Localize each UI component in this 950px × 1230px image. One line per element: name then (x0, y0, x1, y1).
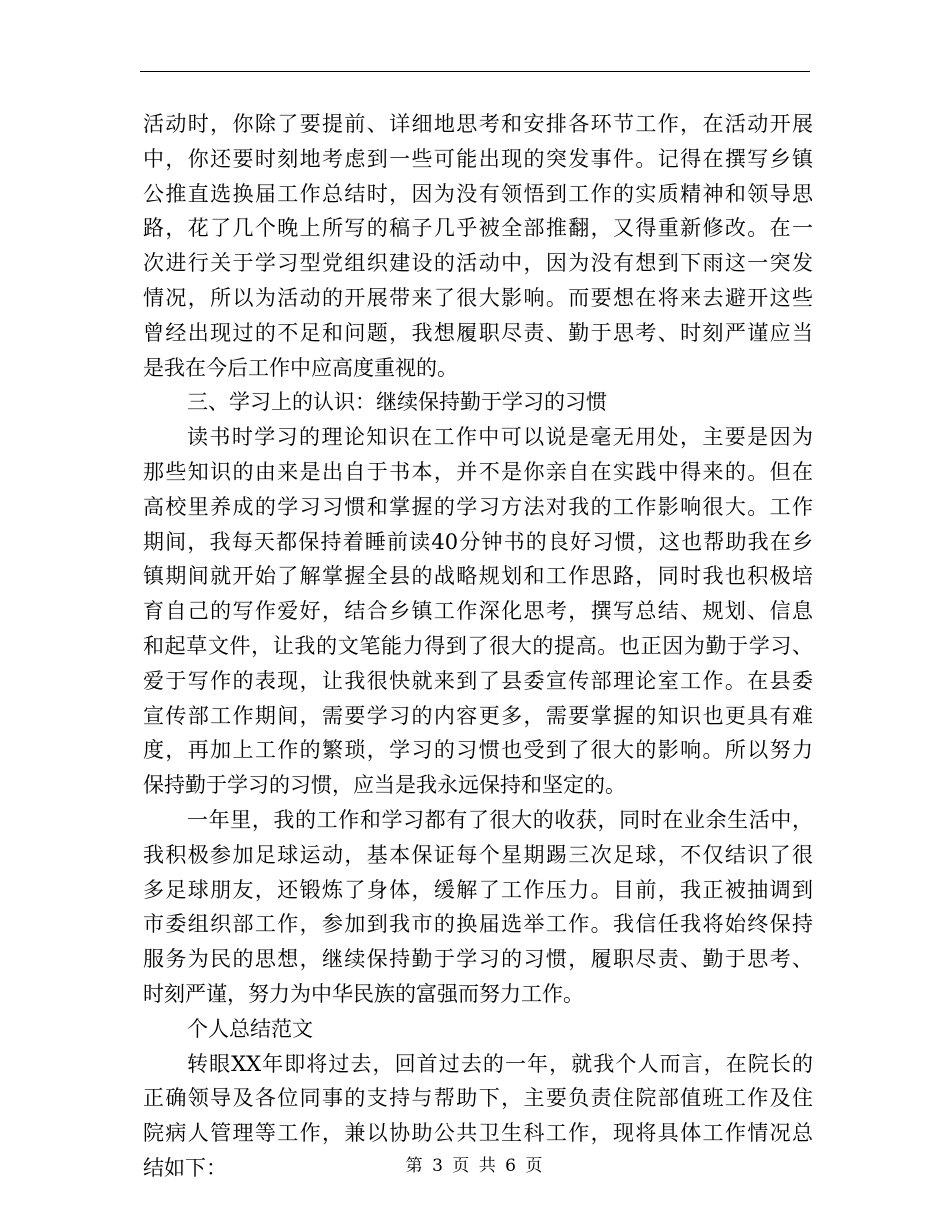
paragraph-line: 那些知识的由来是出自于书本，并不是你亲自在实践中得来的。但在 (143, 460, 813, 484)
paragraph-line: 度，再加上工作的繁琐，学习的习惯也受到了很大的影响。所以努力 (143, 738, 813, 763)
paragraph-line: 一年里，我的工作和学习都有了很大的收获，同时在业余生活中， (187, 808, 813, 832)
paragraph-line: 路，花了几个晚上所写的稿子几乎被全部推翻，又得重新修改。在一 (143, 216, 813, 241)
paragraph-line: 中，你还要时刻地考虑到一些可能出现的突发事件。记得在撰写乡镇 (143, 146, 813, 171)
paragraph-line: 是我在今后工作中应高度重视的。 (143, 355, 458, 380)
paragraph-line: 转眼XX年即将过去，回首过去的一年，就我个人而言，在院长的 (187, 1051, 813, 1076)
paragraph-line: 次进行关于学习型党组织建设的活动中，因为没有想到下雨这一突发 (143, 251, 813, 276)
paragraph-line: 和起草文件，让我的文笔能力得到了很大的提高。也正因为勤于学习、 (143, 634, 813, 658)
paragraph-line: 服务为民的思想，继续保持勤于学习的习惯，履职尽责、勤于思考、 (143, 947, 813, 972)
paragraph-line: 宣传部工作期间，需要学习的内容更多，需要掌握的知识也更具有难 (143, 703, 813, 728)
paragraph-line: 院病人管理等工作，兼以协助公共卫生科工作，现将具体工作情况总 (143, 1121, 813, 1146)
paragraph-line: 育自己的写作爱好，结合乡镇工作深化思考，撰写总结、规划、信息 (143, 599, 813, 624)
paragraph-line: 公推直选换届工作总结时，因为没有领悟到工作的实质精神和领导思 (143, 181, 813, 206)
paragraph-line: 曾经出现过的不足和问题，我想履职尽责、勤于思考、时刻严谨应当 (143, 320, 813, 345)
paragraph-line: 高校里养成的学习习惯和掌握的学习方法对我的工作影响很大。工作 (143, 494, 813, 519)
paragraph-line: 我积极参加足球运动，基本保证每个星期踢三次足球，不仅结识了很 (143, 842, 813, 867)
page-footer: 第 3 页 共 6 页 (405, 1156, 545, 1176)
section-heading: 个人总结范文 (187, 1016, 313, 1041)
paragraph-line: 爱于写作的表现，让我很快就来到了县委宣传部理论室工作。在县委 (143, 668, 813, 693)
paragraph-line: 正确领导及各位同事的支持与帮助下，主要负责住院部值班工作及住 (143, 1086, 813, 1111)
section-heading: 三、学习上的认识：继续保持勤于学习的习惯 (187, 390, 607, 415)
paragraph-line: 镇期间就开始了解掌握全县的战略规划和工作思路，同时我也积极培 (143, 564, 813, 589)
paragraph-line: 期间，我每天都保持着睡前读40分钟书的良好习惯，这也帮助我在乡 (143, 529, 813, 554)
paragraph-line: 保持勤于学习的习惯，应当是我永远保持和坚定的。 (143, 773, 626, 798)
paragraph-line: 结如下： (143, 1156, 227, 1180)
paragraph-line: 读书时学习的理论知识在工作中可以说是毫无用处，主要是因为 (187, 425, 813, 450)
paragraph-line: 情况，所以为活动的开展带来了很大影响。而要想在将来去避开这些 (143, 286, 813, 310)
header-rule (140, 71, 810, 72)
paragraph-line: 市委组织部工作，参加到我市的换届选举工作。我信任我将始终保持 (143, 912, 813, 937)
paragraph-line: 多足球朋友，还锻炼了身体，缓解了工作压力。目前，我正被抽调到 (143, 877, 813, 902)
paragraph-line: 时刻严谨，努力为中华民族的富强而努力工作。 (143, 982, 584, 1006)
paragraph-line: 活动时，你除了要提前、详细地思考和安排各环节工作，在活动开展 (143, 112, 813, 136)
